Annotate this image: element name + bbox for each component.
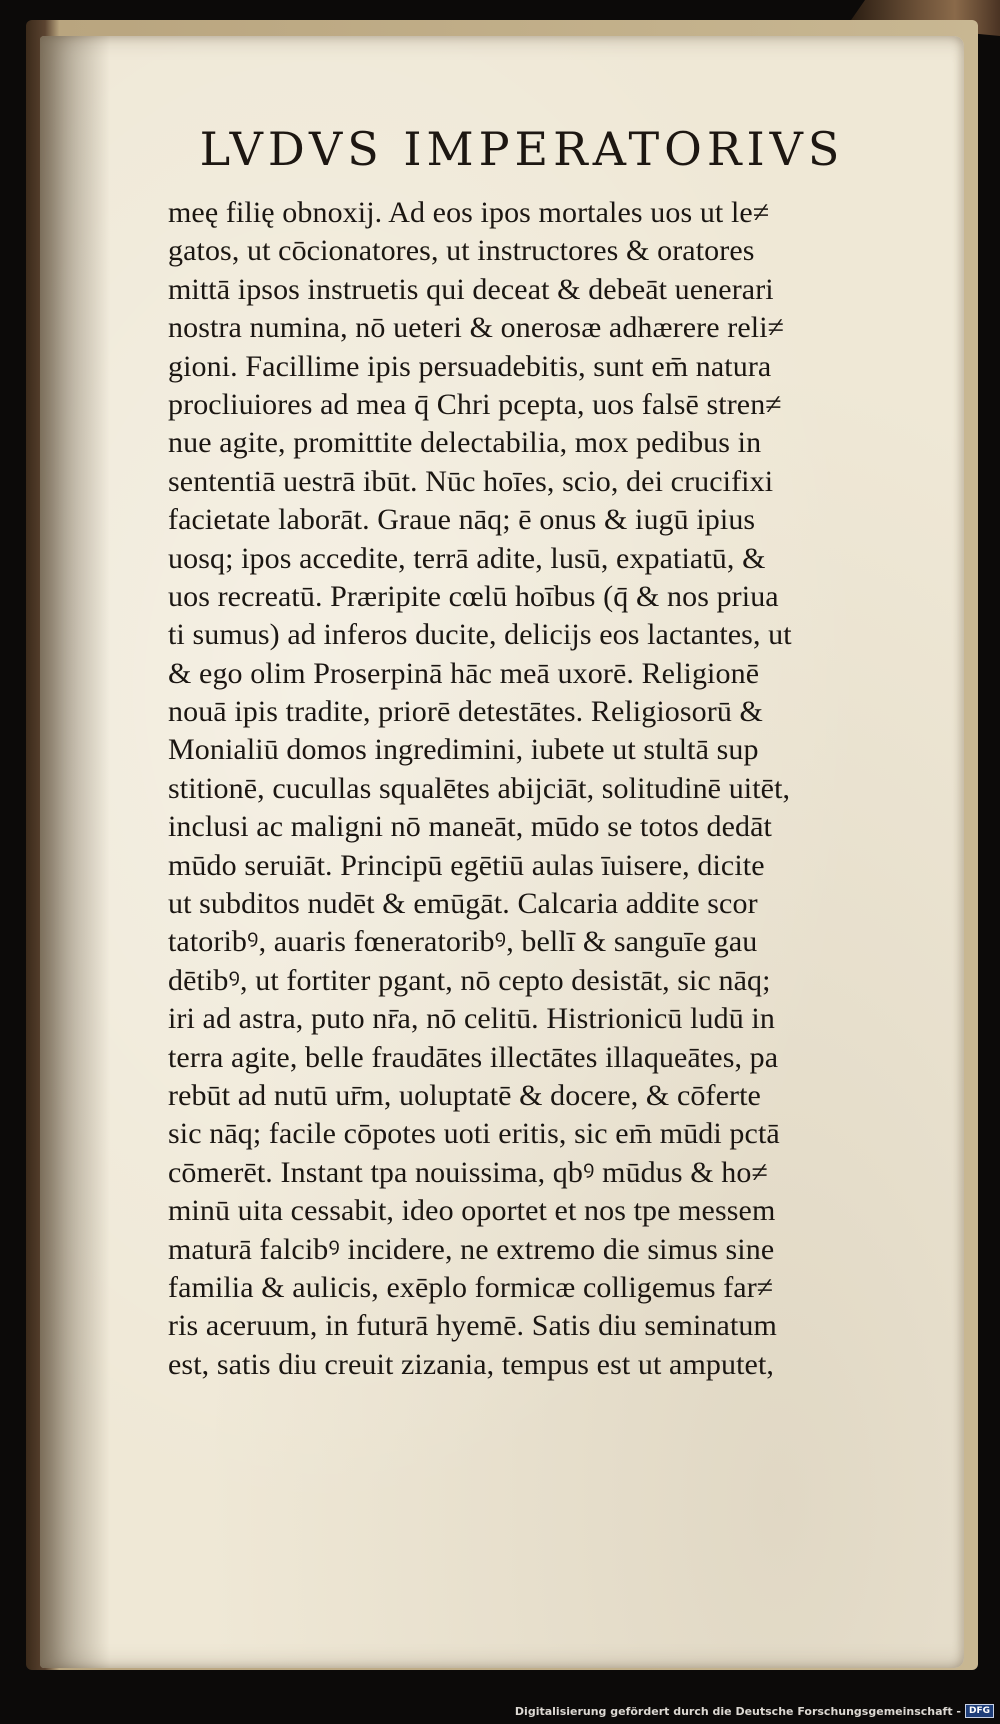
text-line: Monialiū domos ingredimini, iubete ut stultā sup <box>168 733 759 767</box>
text-line: & ego olim Proserpinā hāc meā uxorē. Religionē <box>168 656 760 690</box>
text-line: tatoribꝰ, auaris fœneratoribꝰ, bellī & sanguīe gau <box>168 925 758 959</box>
text-line: nostra numina, nō ueteri & onerosæ adhærere reli≠ <box>168 311 785 345</box>
text-line: stitionē, cucullas squalētes abijciāt, solitudinē uitēt, <box>168 771 791 805</box>
text-block <box>168 194 928 1384</box>
text-line: gioni. Facillime ipis persuadebitis, sunt em̄ natura <box>168 349 772 383</box>
text-line: inclusi ac maligni nō maneāt, mūdo se totos dedāt <box>168 810 772 844</box>
footer-credit <box>515 1704 994 1718</box>
text-line: rebūt ad nutū ur̄m, uoluptatē & docere, & cōferte <box>168 1078 761 1112</box>
text-line: uos recreatū. Præripite cœlū hoībus (q̄ & nos priua <box>168 579 779 613</box>
text-line: ris aceruum, in futurā hyemē. Satis diu seminatum <box>168 1309 777 1343</box>
text-line: sic nāq; facile cōpotes uoti eritis, sic em̄ mūdi pctā <box>168 1117 780 1151</box>
text-line: facietate laborāt. Graue nāq; ē onus & iugū ipius <box>168 503 756 537</box>
text-line: ut subditos nudēt & emūgāt. Calcaria addite scor <box>168 887 758 921</box>
text-line: sententiā uestrā ibūt. Nūc hoīes, scio, dei crucifixi <box>168 464 774 498</box>
book-page <box>40 36 964 1668</box>
text-line: mūdo seruiāt. Principū egētiū aulas īuisere, dicite <box>168 848 765 882</box>
text-line: nue agite, promittite delectabilia, mox pedibus in <box>168 426 762 460</box>
text-line: ti sumus) ad inferos ducite, delicijs eos lactantes, ut <box>168 618 792 652</box>
text-line: cōmerēt. Instant tpa nouissima, qbꝰ mūdus & ho≠ <box>168 1155 769 1189</box>
text-line: uosq; ipos accedite, terrā adite, lusū, expatiatū, & <box>168 541 766 575</box>
text-line: maturā falcibꝰ incidere, ne extremo die simus sine <box>168 1232 775 1266</box>
text-line: procliuiores ad mea q̄ Chri pcepta, uos falsē stren≠ <box>168 387 782 421</box>
text-line: gatos, ut cōcionatores, ut instructores & oratores <box>168 234 755 268</box>
text-line: est, satis diu creuit zizania, tempus est ut amputet, <box>168 1347 774 1381</box>
text-line: mittā ipsos instruetis qui deceat & debeāt uenerari <box>168 272 774 306</box>
text-line: dētibꝰ, ut fortiter pgant, nō cepto desistāt, sic nāq; <box>168 963 771 997</box>
text-line: minū uita cessabit, ideo oportet et nos tpe messem <box>168 1194 776 1228</box>
text-line: iri ad astra, puto nr̄a, nō celitū. Histrionicū ludū in <box>168 1002 775 1036</box>
running-title: LVDVS IMPERATORIVS <box>199 122 845 176</box>
page-gutter-shadow <box>40 36 110 1668</box>
text-line: terra agite, belle fraudātes illectātes illaqueātes, pa <box>168 1040 779 1074</box>
text-line: meę filię obnoxij. Ad eos ipos mortales uos ut le≠ <box>168 196 770 229</box>
text-line: familia & aulicis, exēplo formicæ colligemus far≠ <box>168 1270 774 1304</box>
dfg-logo-icon: DFG <box>965 1704 994 1718</box>
footer-credit-text: Digitalisierung gefördert durch die Deutsche Forschungsgemeinschaft - <box>514 1704 961 1718</box>
text-line: nouā ipis tradite, priorē detestātes. Religiosorū & <box>168 695 763 729</box>
